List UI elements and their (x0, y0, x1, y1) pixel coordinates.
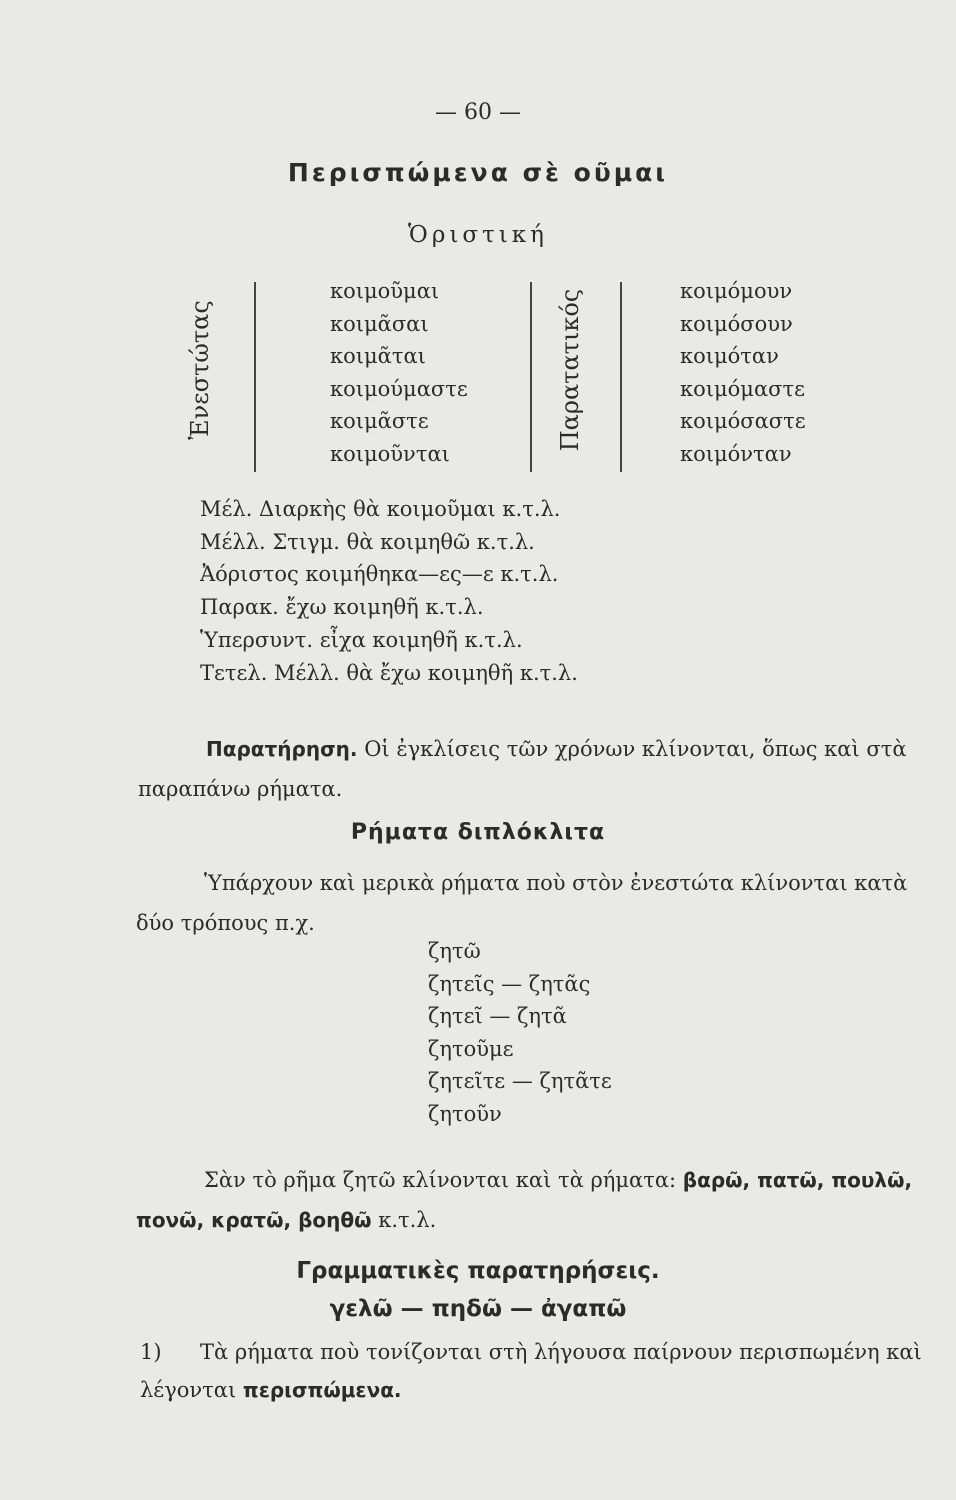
table-divider (530, 282, 532, 472)
conjugation-form: κοιμόταν (680, 344, 779, 368)
conjugation-form: κοιμοῦμαι (330, 279, 440, 303)
imperfect-label: Παρατατικός (556, 288, 584, 452)
example-form: ζητεῖ — ζητᾶ (428, 1004, 567, 1028)
tense-line: Παρακ. ἔχω κοιμηθῆ κ.τ.λ. (200, 595, 484, 620)
conjugation-form: κοιμᾶσαι (330, 311, 429, 336)
tense-line: Μέλλ. Στιγμ. θὰ κοιμηθῶ κ.τ.λ. (200, 529, 535, 554)
item-bold: περισπώμενα. (242, 1378, 402, 1402)
page-title: Περισπώμενα σὲ οῦμαι (287, 158, 669, 187)
example-form: ζητοῦμε (428, 1036, 514, 1061)
present-forms (330, 275, 468, 470)
item-number: 1) (140, 1340, 162, 1364)
like-verbs-list: βαρῶ, πατῶ, πουλῶ, πονῶ, κρατῶ, βοηθῶ (136, 1168, 913, 1232)
conjugation-form: κοιμούμαστε (330, 376, 468, 401)
example-list (428, 935, 612, 1130)
conjugation-form: κοιμόμαστε (680, 376, 805, 401)
present-label: Ἐνεστώτας (186, 300, 214, 440)
section-intro: Ὑπάρχουν καὶ μερικὰ ρήματα ποὺ στὸν ἐνεστώτα κλίνονται κατὰ δύο τρόπους π.χ. (136, 871, 908, 935)
page-number: — 60 — (435, 100, 521, 125)
table-divider (620, 282, 622, 472)
conjugation-form: κοιμόνταν (680, 441, 792, 466)
conjugation-form: κοιμᾶστε (330, 409, 429, 433)
tense-list (200, 493, 578, 689)
tense-line: Μέλ. Διαρκὴς θὰ κοιμοῦμαι κ.τ.λ. (200, 497, 561, 521)
grammar-subheading: γελῶ — πηδῶ — ἀγαπῶ (329, 1296, 627, 1322)
mood-heading: Ὁριστική (408, 222, 548, 248)
tense-line: Τετελ. Μέλλ. θὰ ἔχω κοιμηθῆ κ.τ.λ. (200, 660, 578, 685)
grammar-item (140, 1333, 953, 1409)
item-text: Τὰ ρήματα ποὺ τονίζονται στὴ λήγουσα παίρνουν περισπωμένη καὶ λέγονται (140, 1340, 922, 1402)
tense-line: Ἀόριστος κοιμήθηκα—ες—ε κ.τ.λ. (200, 562, 559, 587)
section-heading: Ρήματα διπλόκλιτα (350, 820, 606, 845)
example-form: ζητεῖτε — ζητᾶτε (428, 1069, 612, 1093)
example-form: ζητεῖς — ζητᾶς (428, 971, 591, 996)
like-verbs-text: Σὰν τὸ ρῆμα ζητῶ κλίνονται καὶ τὰ ρήματα: (204, 1168, 677, 1192)
conjugation-form: κοιμόσουν (680, 311, 793, 336)
tense-line: Ὑπερσυντ. εἶχα κοιμηθῆ κ.τ.λ. (200, 627, 523, 652)
like-verbs-tail: κ.τ.λ. (378, 1208, 437, 1232)
imperfect-forms (680, 275, 806, 470)
table-divider (254, 282, 256, 472)
note-text: Οἱ ἐγκλίσεις τῶν χρόνων κλίνονται, ὅπως καὶ στὰ παραπάνω ρήματα. (138, 737, 907, 801)
conjugation-form: κοιμόσαστε (680, 409, 806, 433)
note-label: Παρατήρηση. (206, 737, 358, 761)
grammar-heading: Γραμματικὲς παρατηρήσεις. (296, 1258, 660, 1284)
conjugation-form: κοιμόμουν (680, 279, 793, 303)
example-form: ζητοῦν (428, 1101, 502, 1126)
example-form: ζητῶ (428, 939, 481, 963)
conjugation-form: κοιμοῦνται (330, 441, 450, 466)
like-verbs-paragraph (136, 1160, 951, 1240)
conjugation-form: κοιμᾶται (330, 344, 426, 368)
note-paragraph (138, 729, 953, 809)
